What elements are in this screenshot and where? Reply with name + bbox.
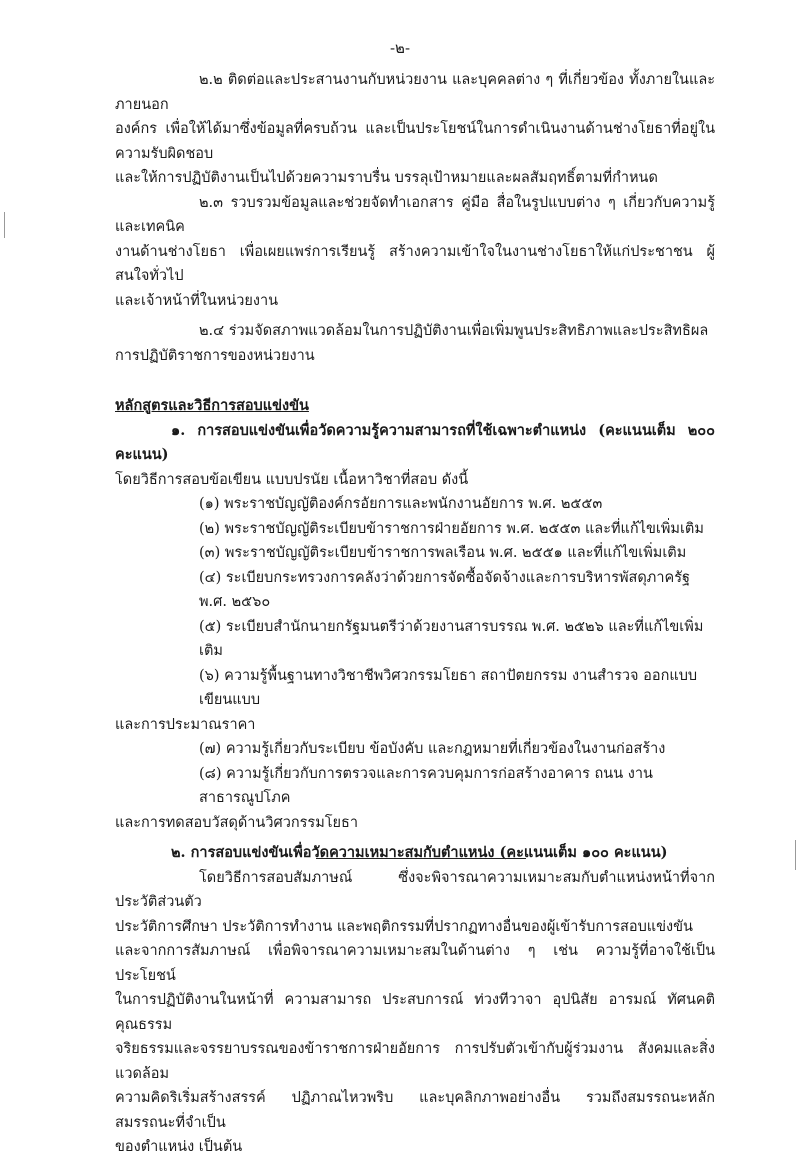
exam-section-1 [115,419,715,836]
list-item: (๗) ความรู้เกี่ยวกับระเบียบ ข้อบังคับ และกฎหมายที่เกี่ยวข้องในงานก่อสร้าง [199,741,666,757]
text-line: และจากการสัมภาษณ์ เพื่อพิจารณาความเหมาะสมในด้านต่าง ๆ เช่น ความรู้ที่อาจใช้เป็นประโยชน์ [115,943,715,984]
exam-section-2 [115,841,715,1160]
text-line: และเจ้าหน้าที่ในหน่วยงาน [115,292,279,309]
scan-margin-mark [795,840,796,870]
section-2-title: ๒. การสอบแข่งขันเพื่อวัดความเหมาะสมกับตำแหน่ง (คะแนนเต็ม ๑๐๐ คะแนน) [171,844,668,861]
duty-2-4 [115,319,715,368]
section-1-title: ๑. การสอบแข่งขันเพื่อวัดความรู้ความสามารถที่ใช้เฉพาะตำแหน่ง (คะแนนเต็ม ๒๐๐ คะแนน) [115,421,715,463]
list-item: (๔) ระเบียบกระทรวงการคลังว่าด้วยการจัดซื้อจัดจ้างและการบริหารพัสดุภาครัฐ พ.ศ. ๒๕๖๐ [199,569,690,610]
text-line: และให้การปฏิบัติงานเป็นไปด้วยความราบรื่น บรรลุเป้าหมายและผลสัมฤทธิ์ตามที่กำหนด [115,170,658,186]
text-line: การปฏิบัติราชการของหน่วยงาน [115,347,315,364]
duty-2-3 [115,191,715,314]
list-item: (๘) ความรู้เกี่ยวกับการตรวจและการควบคุมการก่อสร้างอาคาร ถนน งานสาธารณูปโภค [199,765,653,806]
text-line: ประวัติการศึกษา ประวัติการทำงาน และพฤติกรรมที่ปรากฏทางอื่นของผู้เข้ารับการสอบแข่งขัน [115,918,693,935]
text-line: องค์กร เพื่อให้ได้มาซึ่งข้อมูลที่ครบถ้วน และเป็นประโยชน์ในการดำเนินงานด้านช่างโยธาที่อยู่ในความรับผิดชอบ [115,121,715,162]
end-divider [316,858,526,859]
text-line: ๒.๓ รวบรวมข้อมูลและช่วยจัดทำเอกสาร คู่มือ สื่อในรูปแบบต่าง ๆ เกี่ยวกับความรู้และเทคนิค [115,194,715,235]
text-line: โดยวิธีการสอบสัมภาษณ์ ซึ่งจะพิจารณาความเหมาะสมกับตำแหน่งหน้าที่จากประวัติส่วนตัว [115,869,715,910]
list-item: (๕) ระเบียบสำนักนายกรัฐมนตรีว่าด้วยงานสารบรรณ พ.ศ. ๒๕๒๖ และที่แก้ไขเพิ่มเติม [199,618,704,659]
duty-2-2 [115,68,715,191]
list-item: (๑) พระราชบัญญัติองค์กรอัยการและพนักงานอัยการ พ.ศ. ๒๕๕๓ [199,496,603,512]
text-line: ความคิดริเริ่มสร้างสรรค์ ปฏิภาณไหวพริบ และบุคลิกภาพอย่างอื่น รวมถึงสมรรถนะหลัก สมรรถนะที่จำเป็น [115,1090,715,1131]
page-number: -๒- [389,39,411,57]
scan-margin-mark [4,212,5,238]
section-1-intro: โดยวิธีการสอบข้อเขียน แบบปรนัย เนื้อหาวิชาที่สอบ ดังนี้ [115,471,469,488]
list-item: (๖) ความรู้พื้นฐานทางวิชาชีพวิศวกรรมโยธา สถาปัตยกรรม งานสำรวจ ออกแบบ เขียนแบบ [199,667,698,708]
section-heading: หลักสูตรและวิธีการสอบแข่งขัน [115,397,309,414]
list-item: (๓) พระราชบัญญัติระเบียบข้าราชการพลเรือน พ.ศ. ๒๕๕๑ และที่แก้ไขเพิ่มเติม [199,545,687,561]
text-line: ของตำแหน่ง เป็นต้น [115,1139,243,1155]
list-item-continuation: และการทดสอบวัสดุด้านวิศวกรรมโยธา [115,814,359,831]
text-line: งานด้านช่างโยธา เพื่อเผยแพร่การเรียนรู้ สร้างความเข้าใจในงานช่างโยธาให้แก่ประชาชน ผู้สนใจทั่วไป [115,243,715,284]
list-item: (๒) พระราชบัญญัติระเบียบข้าราชการฝ่ายอัยการ พ.ศ. ๒๕๕๓ และที่แก้ไขเพิ่มเติม [199,520,704,537]
list-item-continuation: และการประมาณราคา [115,716,256,733]
text-line: ๒.๔ ร่วมจัดสภาพแวดล้อมในการปฏิบัติงานเพื่อเพิ่มพูนประสิทธิภาพและประสิทธิผล [199,323,709,339]
text-line: ๒.๒ ติดต่อและประสานงานกับหน่วยงาน และบุคคลต่าง ๆ ที่เกี่ยวข้อง ทั้งภายในและภายนอก [115,72,715,113]
text-line: ในการปฏิบัติงานในหน้าที่ ความสามารถ ประสบการณ์ ท่วงทีวาจา อุปนิสัย อารมณ์ ทัศนคติ คุณธรรม [115,992,715,1033]
text-line: จริยธรรมและจรรยาบรรณของข้าราชการฝ่ายอัยการ การปรับตัวเข้ากับผู้ร่วมงาน สังคมและสิ่งแวดล้อม [115,1041,715,1082]
document-body [115,68,715,1160]
